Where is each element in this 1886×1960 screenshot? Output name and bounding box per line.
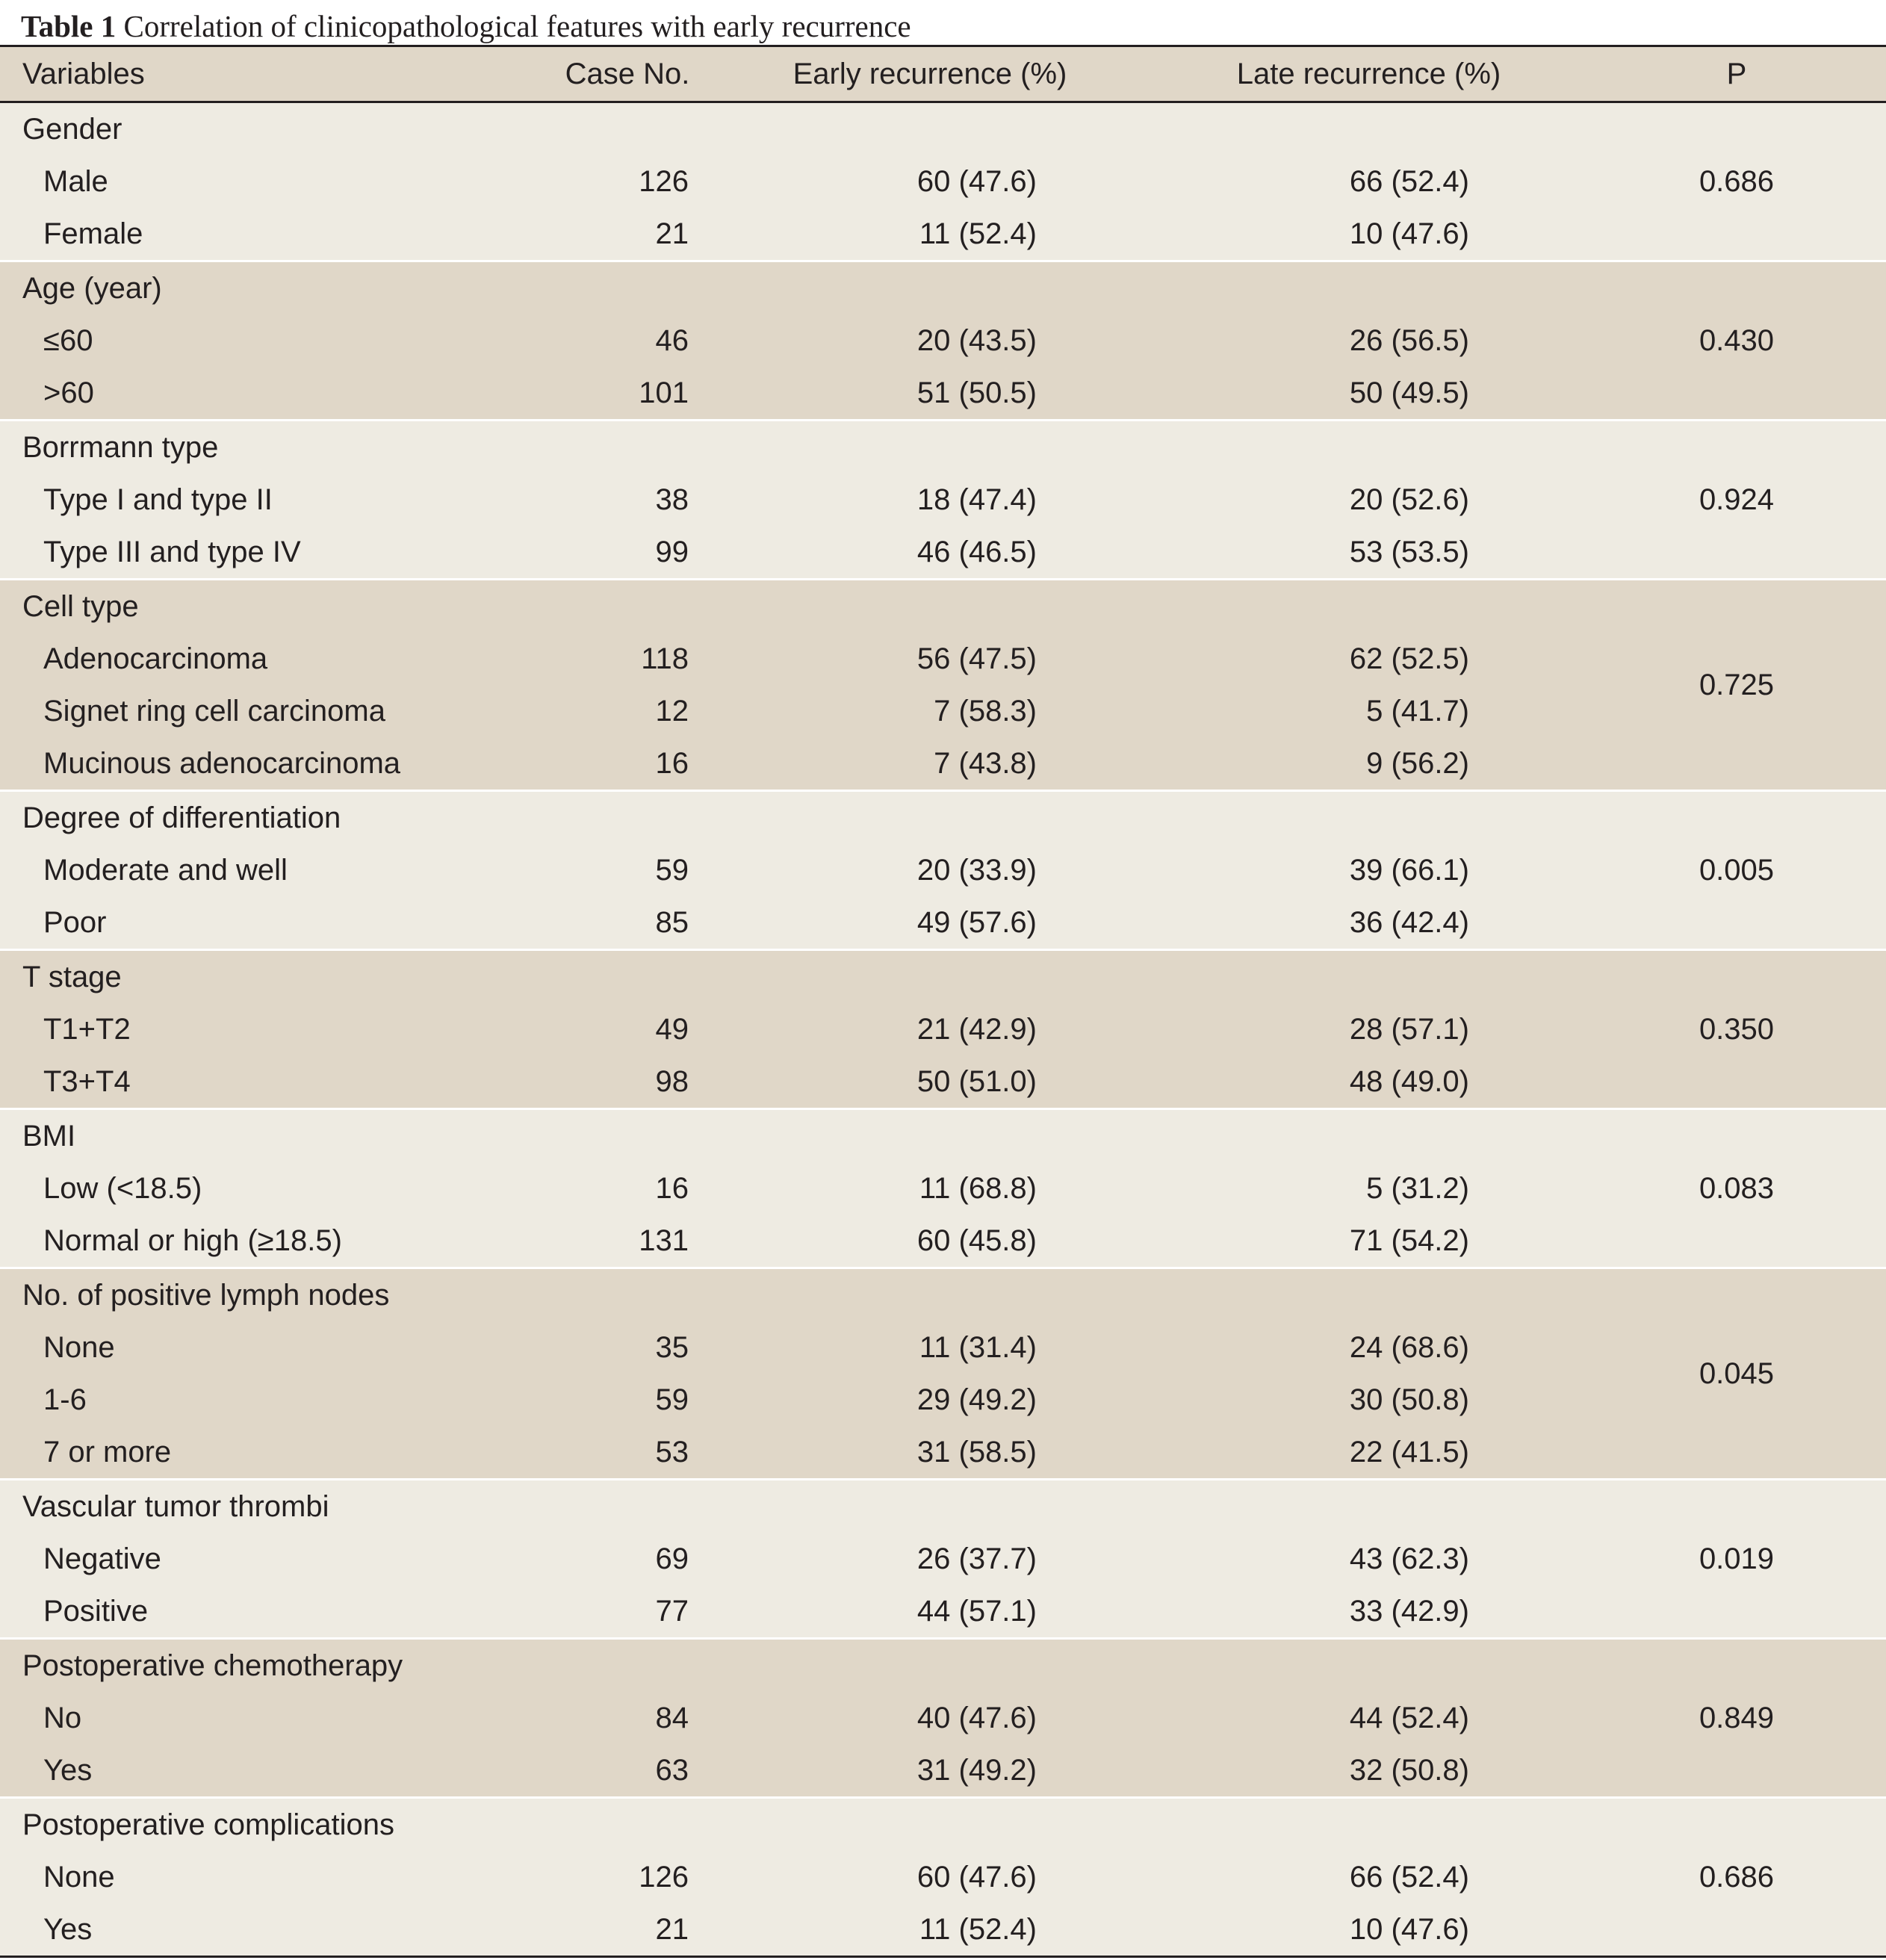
p-value: 0.686: [1587, 102, 1886, 261]
case-count: 35: [545, 1321, 710, 1374]
empty-cell: [710, 1268, 1150, 1322]
case-count: 16: [545, 1162, 710, 1215]
category-label: T1+T2: [0, 1003, 545, 1055]
case-count: 53: [545, 1426, 710, 1480]
empty-cell: [710, 1109, 1150, 1163]
variable-group: [0, 580, 1886, 791]
category-label: Negative: [0, 1533, 545, 1585]
empty-cell: [1150, 261, 1587, 315]
category-label: None: [0, 1851, 545, 1903]
early-recurrence-value: 20 (33.9): [710, 844, 1150, 896]
empty-cell: [545, 1268, 710, 1322]
early-recurrence-value: 44 (57.1): [710, 1585, 1150, 1639]
variable-group: [0, 421, 1886, 580]
late-recurrence-value: 39 (66.1): [1150, 844, 1587, 896]
early-recurrence-value: 40 (47.6): [710, 1692, 1150, 1744]
late-recurrence-value: 26 (56.5): [1150, 314, 1587, 367]
early-recurrence-value: 11 (31.4): [710, 1321, 1150, 1374]
category-label: Signet ring cell carcinoma: [0, 685, 545, 737]
early-recurrence-value: 18 (47.4): [710, 474, 1150, 526]
case-count: 69: [545, 1533, 710, 1585]
empty-cell: [710, 791, 1150, 845]
early-recurrence-value: 29 (49.2): [710, 1374, 1150, 1426]
case-count: 126: [545, 155, 710, 208]
empty-cell: [1150, 102, 1587, 156]
group-name: Cell type: [0, 580, 545, 633]
category-label: No: [0, 1692, 545, 1744]
empty-cell: [545, 421, 710, 474]
group-name: Postoperative complications: [0, 1798, 545, 1852]
empty-cell: [545, 1798, 710, 1852]
header-case-no: Case No.: [545, 46, 710, 102]
group-name: Age (year): [0, 261, 545, 315]
data-table: [0, 45, 1886, 1958]
late-recurrence-value: 66 (52.4): [1150, 1851, 1587, 1903]
early-recurrence-value: 56 (47.5): [710, 633, 1150, 685]
late-recurrence-value: 22 (41.5): [1150, 1426, 1587, 1480]
p-value: 0.686: [1587, 1798, 1886, 1957]
late-recurrence-value: 30 (50.8): [1150, 1374, 1587, 1426]
case-count: 84: [545, 1692, 710, 1744]
category-label: Female: [0, 208, 545, 261]
header-early-recurrence: Early recurrence (%): [710, 46, 1150, 102]
late-recurrence-value: 33 (42.9): [1150, 1585, 1587, 1639]
late-recurrence-value: 48 (49.0): [1150, 1055, 1587, 1109]
p-value: 0.005: [1587, 791, 1886, 950]
p-value: 0.350: [1587, 950, 1886, 1109]
case-count: 21: [545, 208, 710, 261]
p-value: 0.083: [1587, 1109, 1886, 1268]
empty-cell: [710, 950, 1150, 1004]
category-label: 7 or more: [0, 1426, 545, 1480]
group-header-row: [0, 261, 1886, 315]
group-name: Gender: [0, 102, 545, 156]
category-label: Type I and type II: [0, 474, 545, 526]
category-label: None: [0, 1321, 545, 1374]
category-label: ≤60: [0, 314, 545, 367]
case-count: 49: [545, 1003, 710, 1055]
late-recurrence-value: 9 (56.2): [1150, 737, 1587, 791]
late-recurrence-value: 62 (52.5): [1150, 633, 1587, 685]
case-count: 101: [545, 367, 710, 421]
case-count: 98: [545, 1055, 710, 1109]
category-label: Positive: [0, 1585, 545, 1639]
early-recurrence-value: 31 (49.2): [710, 1744, 1150, 1798]
group-name: Borrmann type: [0, 421, 545, 474]
variable-group: [0, 102, 1886, 261]
case-count: 59: [545, 844, 710, 896]
early-recurrence-value: 31 (58.5): [710, 1426, 1150, 1480]
empty-cell: [1150, 580, 1587, 633]
empty-cell: [710, 102, 1150, 156]
late-recurrence-value: 24 (68.6): [1150, 1321, 1587, 1374]
variable-group: [0, 1639, 1886, 1798]
early-recurrence-value: 60 (45.8): [710, 1215, 1150, 1268]
empty-cell: [1150, 1109, 1587, 1163]
late-recurrence-value: 44 (52.4): [1150, 1692, 1587, 1744]
early-recurrence-value: 51 (50.5): [710, 367, 1150, 421]
early-recurrence-value: 50 (51.0): [710, 1055, 1150, 1109]
late-recurrence-value: 71 (54.2): [1150, 1215, 1587, 1268]
category-label: Male: [0, 155, 545, 208]
category-label: Mucinous adenocarcinoma: [0, 737, 545, 791]
table-caption-text: Correlation of clinicopathological features with early recurrence: [123, 9, 911, 43]
empty-cell: [1150, 1798, 1587, 1852]
category-label: Yes: [0, 1744, 545, 1798]
group-header-row: [0, 1480, 1886, 1533]
group-header-row: [0, 791, 1886, 845]
empty-cell: [710, 1480, 1150, 1533]
category-label: Low (<18.5): [0, 1162, 545, 1215]
category-label: Normal or high (≥18.5): [0, 1215, 545, 1268]
variable-group: [0, 791, 1886, 950]
category-label: Adenocarcinoma: [0, 633, 545, 685]
empty-cell: [1150, 950, 1587, 1004]
group-header-row: [0, 580, 1886, 633]
case-count: 12: [545, 685, 710, 737]
early-recurrence-value: 60 (47.6): [710, 1851, 1150, 1903]
p-value: 0.430: [1587, 261, 1886, 421]
category-label: >60: [0, 367, 545, 421]
category-label: 1-6: [0, 1374, 545, 1426]
case-count: 38: [545, 474, 710, 526]
empty-cell: [710, 1639, 1150, 1693]
variable-group: [0, 1268, 1886, 1480]
empty-cell: [1150, 1268, 1587, 1322]
empty-cell: [1150, 791, 1587, 845]
case-count: 16: [545, 737, 710, 791]
empty-cell: [545, 102, 710, 156]
case-count: 99: [545, 526, 710, 580]
empty-cell: [545, 1639, 710, 1693]
group-name: BMI: [0, 1109, 545, 1163]
late-recurrence-value: 20 (52.6): [1150, 474, 1587, 526]
variable-group: [0, 1480, 1886, 1639]
group-header-row: [0, 102, 1886, 156]
header-late-recurrence: Late recurrence (%): [1150, 46, 1587, 102]
p-value: 0.725: [1587, 580, 1886, 791]
late-recurrence-value: 43 (62.3): [1150, 1533, 1587, 1585]
table-caption: [0, 0, 1886, 45]
category-label: Yes: [0, 1903, 545, 1957]
group-header-row: [0, 1268, 1886, 1322]
early-recurrence-value: 46 (46.5): [710, 526, 1150, 580]
category-label: T3+T4: [0, 1055, 545, 1109]
case-count: 131: [545, 1215, 710, 1268]
empty-cell: [545, 1480, 710, 1533]
p-value: 0.019: [1587, 1480, 1886, 1639]
header-p-value: P: [1587, 46, 1886, 102]
early-recurrence-value: 20 (43.5): [710, 314, 1150, 367]
table-caption-label: Table 1: [21, 9, 117, 43]
empty-cell: [545, 261, 710, 315]
p-value: 0.849: [1587, 1639, 1886, 1798]
group-header-row: [0, 1109, 1886, 1163]
empty-cell: [710, 580, 1150, 633]
early-recurrence-value: 21 (42.9): [710, 1003, 1150, 1055]
early-recurrence-value: 60 (47.6): [710, 155, 1150, 208]
early-recurrence-value: 7 (58.3): [710, 685, 1150, 737]
late-recurrence-value: 32 (50.8): [1150, 1744, 1587, 1798]
case-count: 118: [545, 633, 710, 685]
case-count: 63: [545, 1744, 710, 1798]
group-header-row: [0, 421, 1886, 474]
early-recurrence-value: 26 (37.7): [710, 1533, 1150, 1585]
late-recurrence-value: 66 (52.4): [1150, 155, 1587, 208]
late-recurrence-value: 36 (42.4): [1150, 896, 1587, 950]
group-header-row: [0, 1798, 1886, 1852]
variable-group: [0, 261, 1886, 421]
case-count: 59: [545, 1374, 710, 1426]
group-name: T stage: [0, 950, 545, 1004]
category-label: Poor: [0, 896, 545, 950]
header-variables: Variables: [0, 46, 545, 102]
early-recurrence-value: 7 (43.8): [710, 737, 1150, 791]
late-recurrence-value: 5 (31.2): [1150, 1162, 1587, 1215]
group-name: Degree of differentiation: [0, 791, 545, 845]
late-recurrence-value: 53 (53.5): [1150, 526, 1587, 580]
variable-group: [0, 950, 1886, 1109]
empty-cell: [710, 421, 1150, 474]
empty-cell: [545, 1109, 710, 1163]
group-name: No. of positive lymph nodes: [0, 1268, 545, 1322]
case-count: 126: [545, 1851, 710, 1903]
p-value: 0.924: [1587, 421, 1886, 580]
late-recurrence-value: 5 (41.7): [1150, 685, 1587, 737]
empty-cell: [1150, 1480, 1587, 1533]
category-label: Type III and type IV: [0, 526, 545, 580]
late-recurrence-value: 10 (47.6): [1150, 208, 1587, 261]
group-header-row: [0, 1639, 1886, 1693]
case-count: 77: [545, 1585, 710, 1639]
variable-group: [0, 1109, 1886, 1268]
table-header: [0, 46, 1886, 102]
empty-cell: [1150, 1639, 1587, 1693]
empty-cell: [710, 1798, 1150, 1852]
late-recurrence-value: 10 (47.6): [1150, 1903, 1587, 1957]
group-name: Vascular tumor thrombi: [0, 1480, 545, 1533]
early-recurrence-value: 49 (57.6): [710, 896, 1150, 950]
early-recurrence-value: 11 (52.4): [710, 208, 1150, 261]
case-count: 46: [545, 314, 710, 367]
late-recurrence-value: 50 (49.5): [1150, 367, 1587, 421]
empty-cell: [545, 580, 710, 633]
early-recurrence-value: 11 (68.8): [710, 1162, 1150, 1215]
p-value: 0.045: [1587, 1268, 1886, 1480]
early-recurrence-value: 11 (52.4): [710, 1903, 1150, 1957]
variable-group: [0, 1798, 1886, 1957]
category-label: Moderate and well: [0, 844, 545, 896]
empty-cell: [710, 261, 1150, 315]
late-recurrence-value: 28 (57.1): [1150, 1003, 1587, 1055]
header-row: [0, 46, 1886, 102]
empty-cell: [545, 791, 710, 845]
case-count: 85: [545, 896, 710, 950]
empty-cell: [545, 950, 710, 1004]
empty-cell: [1150, 421, 1587, 474]
case-count: 21: [545, 1903, 710, 1957]
group-header-row: [0, 950, 1886, 1004]
group-name: Postoperative chemotherapy: [0, 1639, 545, 1693]
